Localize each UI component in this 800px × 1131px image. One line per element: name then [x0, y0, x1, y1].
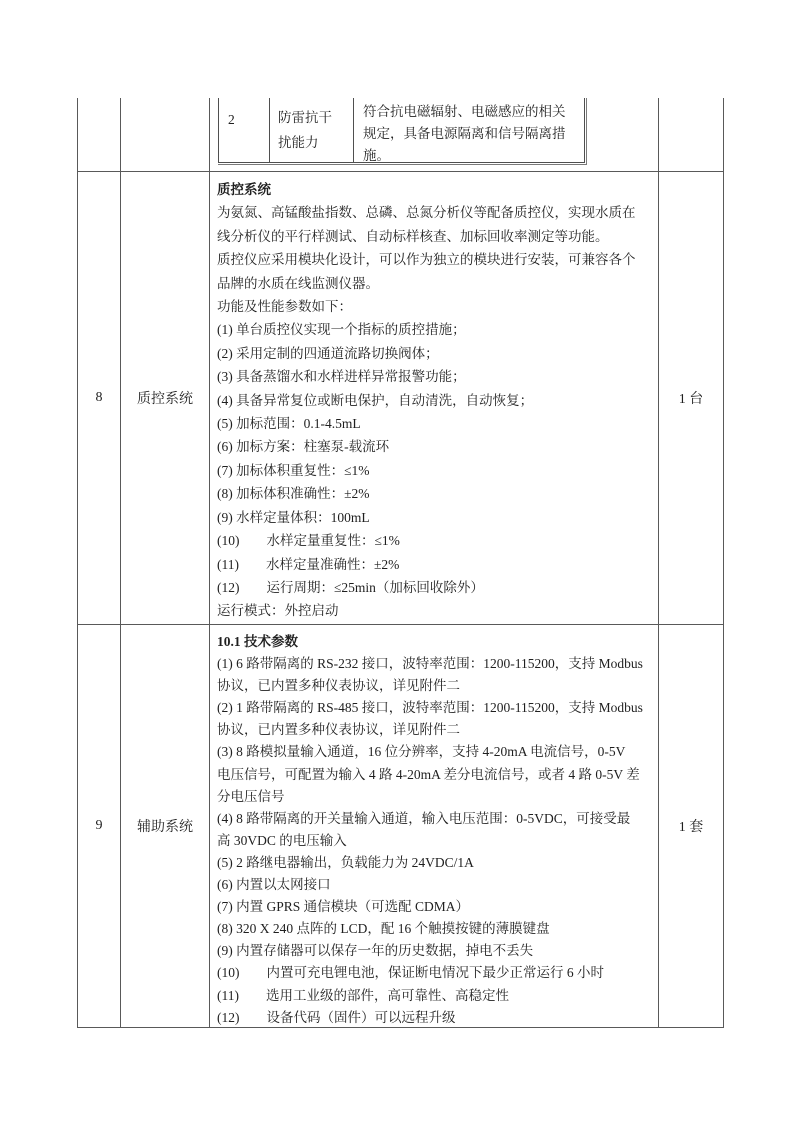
text-line: 防雷抗干: [278, 110, 332, 125]
text-line: (10) 内置可充电锂电池，保证断电情况下最少正常运行 6 小时: [217, 965, 604, 981]
text-line: 规定，具备电源隔离和信号隔离措: [363, 126, 566, 141]
text-line: (8) 加标体积准确性：±2%: [217, 486, 370, 502]
text-line: 质控仪应采用模块化设计，可以作为独立的模块进行安装，可兼容各个: [217, 252, 636, 268]
text-line: (3) 8 路模拟量输入通道，16 位分辨率，支持 4-20mA 电流信号，0-5V: [217, 744, 626, 760]
text-line: (11) 选用工业级的部件，高可靠性、高稳定性: [217, 987, 509, 1003]
text-line: 协议，已内置多种仪表协议，详见附件二: [217, 678, 460, 694]
text-line: (6) 加标方案：柱塞泵-载流环: [217, 439, 390, 455]
spec-lines: [217, 201, 650, 622]
text-line: 运行模式：外控启动: [217, 603, 339, 619]
text-line: (4) 具备异常复位或断电保护，自动清洗，自动恢复；: [217, 392, 534, 408]
text-line: (7) 内置 GPRS 通信模块（可选配 CDMA）: [217, 899, 470, 915]
category-cell-empty: [121, 98, 210, 171]
category-label: 辅助系统: [121, 625, 210, 1027]
row-number: 9: [78, 625, 121, 1027]
text-line: 电压信号，可配置为输入 4 路 4-20mA 差分电流信号，或者 4 路 0-5V 差: [217, 766, 640, 782]
text-line: (4) 8 路带隔离的开关量输入通道，输入电压范围：0-5VDC，可接受最: [217, 810, 631, 826]
text-line: 功能及性能参数如下：: [217, 299, 352, 315]
text-line: (8) 320 X 240 点阵的 LCD，配 16 个触摸按键的薄膜键盘: [217, 921, 550, 937]
spec-table: [77, 98, 724, 1028]
text-line: (5) 加标范围：0.1-4.5mL: [217, 416, 361, 432]
table-row-continuation: [78, 98, 723, 172]
nested-table: [218, 98, 587, 165]
text-line: (5) 2 路继电器输出，负载能力为 24VDC/1A: [217, 854, 474, 870]
text-line: 协议，已内置多种仪表协议，详见附件二: [217, 722, 460, 738]
text-line: 为氨氮、高锰酸盐指数、总磷、总氮分析仪等配备质控仪，实现水质在: [217, 205, 636, 221]
spec-heading: 质控系统: [217, 182, 271, 197]
nested-name-cell: [269, 98, 353, 162]
text-line: (3) 具备蒸馏水和水样进样异常报警功能；: [217, 369, 466, 385]
table-row-8: [78, 172, 723, 625]
text-line: (9) 内置存储器可以保存一年的历史数据，掉电不丢失: [217, 943, 534, 959]
text-line: 符合抗电磁辐射、电磁感应的相关: [363, 104, 566, 119]
spec-lines: [217, 653, 650, 1027]
text-line: (1) 6 路带隔离的 RS-232 接口，波特率范围：1200-115200，支持 Modbus: [217, 656, 643, 672]
quantity-cell-empty: [659, 98, 723, 171]
text-line: (12) 设备代码（固件）可以远程升级: [217, 1009, 456, 1025]
text-line: (9) 水样定量体积：100mL: [217, 509, 370, 525]
spec-content: [210, 172, 659, 624]
spec-heading: 10.1 技术参数: [217, 634, 298, 649]
quantity-value: 1 套: [678, 820, 704, 835]
text-line: (1) 单台质控仪实现一个指标的质控措施；: [217, 322, 466, 338]
text-line: (10) 水样定量重复性：≤1%: [217, 533, 400, 549]
text-line: (11) 水样定量准确性：±2%: [217, 556, 400, 572]
text-line: 扰能力: [278, 135, 319, 150]
text-line: (6) 内置以太网接口: [217, 877, 331, 893]
row-number-cell-empty: [78, 98, 121, 171]
text-line: (7) 加标体积重复性：≤1%: [217, 462, 370, 478]
text-line: (2) 1 路带隔离的 RS-485 接口，波特率范围：1200-115200，支持 Modbus: [217, 700, 643, 716]
row-number: 8: [78, 172, 121, 624]
text-line: 线分析仪的平行样测试、自动标样核查、加标回收率测定等功能。: [217, 228, 609, 244]
text-line: (2) 采用定制的四通道流路切换阀体；: [217, 345, 439, 361]
text-line: 施。: [363, 148, 390, 162]
quantity-value: 1 台: [678, 392, 704, 407]
text-line: (12) 运行周期：≤25min（加标回收除外）: [217, 579, 484, 595]
spec-content: [210, 625, 659, 1027]
nested-index-cell: 2: [228, 112, 235, 127]
nested-description-cell: [353, 98, 584, 162]
content-cell: [210, 98, 659, 171]
table-row-9: [78, 625, 723, 1027]
text-line: 高 30VDC 的电压输入: [217, 832, 347, 848]
text-line: 品牌的水质在线监测仪器。: [217, 275, 379, 291]
nested-table-row: [218, 98, 585, 163]
category-label: 质控系统: [121, 172, 210, 624]
text-line: 分电压信号: [217, 788, 285, 804]
